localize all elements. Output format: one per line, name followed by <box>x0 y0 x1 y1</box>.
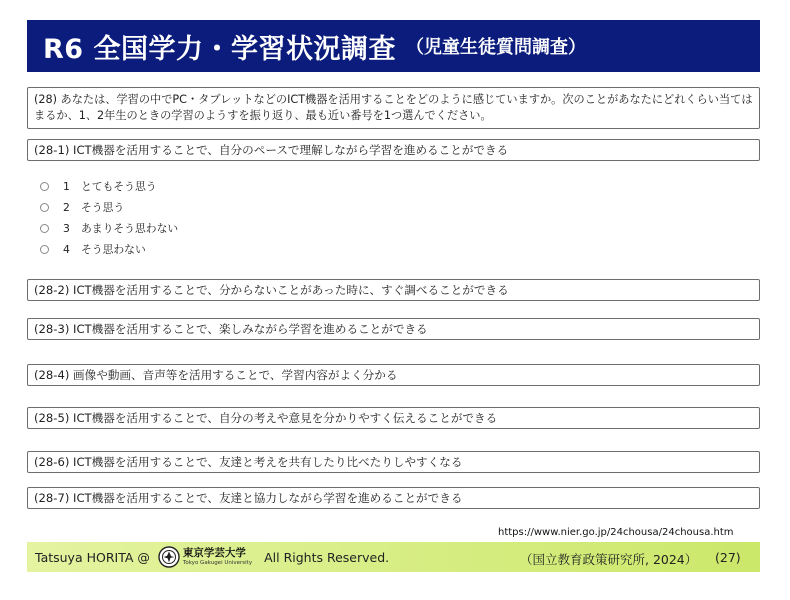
question-item-28-3 <box>27 318 760 340</box>
question-item-text: (28-5) ICT機器を活用することで、自分の考えや意見を分かりやすく伝えることができる <box>34 411 498 425</box>
question-item-text: (28-7) ICT機器を活用することで、友達と協力しながら学習を進めることができる <box>34 491 463 505</box>
question-item-text: (28-3) ICT機器を活用することで、楽しみながら学習を進めることができる <box>34 322 428 336</box>
answer-options <box>40 176 178 260</box>
question-item-28-4 <box>27 364 760 386</box>
question-item-text: (28-1) ICT機器を活用することで、自分のペースで理解しながら学習を進めることができる <box>34 143 509 157</box>
question-intro-box <box>27 87 760 129</box>
source-url[interactable]: https://www.nier.go.jp/24chousa/24chousa.htm <box>498 527 734 538</box>
footer-rights: All Rights Reserved. <box>264 549 390 565</box>
question-item-28-2 <box>27 279 760 301</box>
option-label: そう思う <box>81 201 125 214</box>
question-item-text: (28-4) 画像や動画、音声等を活用することで、学習内容がよく分かる <box>34 368 398 382</box>
university-emblem-icon <box>158 546 180 568</box>
question-item-28-5 <box>27 407 760 429</box>
answer-option-4[interactable] <box>40 239 178 260</box>
question-item-text: (28-6) ICT機器を活用することで、友達と考えを共有したり比べたりしやすくなる <box>34 455 463 469</box>
university-logo <box>158 546 252 568</box>
question-item-text: (28-2) ICT機器を活用することで、分からないことがあった時に、すぐ調べることができる <box>34 283 509 297</box>
page-number: (27) <box>715 550 741 565</box>
question-item-28-1 <box>27 139 760 161</box>
option-number: 3 <box>63 222 70 235</box>
university-name-jp: 東京学芸大学 <box>182 547 246 559</box>
answer-option-3[interactable] <box>40 218 178 239</box>
option-number: 4 <box>63 243 70 256</box>
question-intro-text: (28) あなたは、学習の中でPC・タブレットなどのICT機器を活用することをどのように感じていますか。次のことがあなたにどれくらい当てはまるか、1、2年生のときの学習のようすを振り返り、最も近い番号を1つ選んでください。 <box>34 93 753 122</box>
university-name-en: Tokyo Gakugei University <box>182 559 253 566</box>
page-subtitle: （児童生徒質問調査） <box>405 37 586 58</box>
radio-button-icon[interactable] <box>40 245 49 254</box>
page-title: R6 全国学力・学習状況調査 <box>43 33 396 65</box>
option-label: あまりそう思わない <box>81 222 179 235</box>
answer-option-1[interactable] <box>40 176 178 197</box>
option-number: 1 <box>63 180 70 193</box>
title-bar <box>27 20 760 72</box>
question-item-28-6 <box>27 451 760 473</box>
footer-citation: （国立教育政策研究所, 2024） <box>520 552 698 567</box>
option-label: そう思わない <box>81 243 146 256</box>
answer-option-2[interactable] <box>40 197 178 218</box>
radio-button-icon[interactable] <box>40 182 49 191</box>
radio-button-icon[interactable] <box>40 224 49 233</box>
footer-bar <box>27 542 760 572</box>
option-label: とてもそう思う <box>81 180 157 193</box>
option-number: 2 <box>63 201 70 214</box>
radio-button-icon[interactable] <box>40 203 49 212</box>
footer-author: Tatsuya HORITA @ <box>35 549 150 565</box>
question-item-28-7 <box>27 487 760 509</box>
